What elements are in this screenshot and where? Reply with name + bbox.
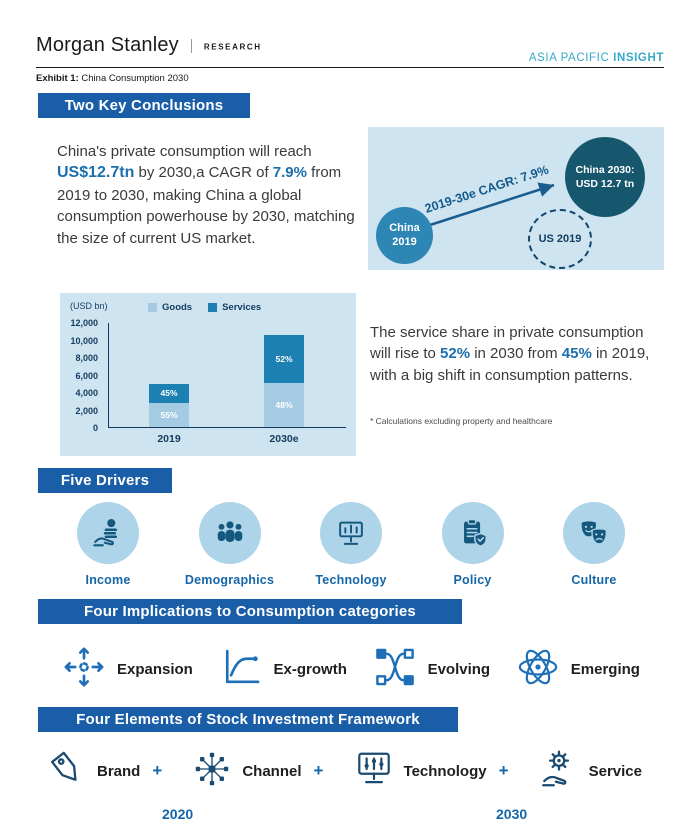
income-icon bbox=[77, 502, 139, 564]
x-tick-2030e: 2030e bbox=[269, 433, 299, 445]
framework-channel bbox=[191, 748, 323, 795]
china-2019-circle bbox=[376, 207, 433, 264]
exhibit-title: China Consumption 2030 bbox=[78, 73, 189, 84]
framework-label: Channel bbox=[242, 762, 302, 780]
driver-technology bbox=[301, 502, 401, 587]
header-rule bbox=[36, 67, 664, 68]
framework-service bbox=[538, 748, 654, 795]
consumption-bar-chart bbox=[60, 293, 356, 456]
banner-five-drivers: Five Drivers bbox=[38, 468, 172, 493]
implication-expansion bbox=[62, 645, 193, 694]
bar-segment-services bbox=[149, 384, 189, 404]
header bbox=[36, 34, 262, 57]
y-tick-label: 12,000 bbox=[70, 318, 98, 328]
driver-demographics bbox=[180, 502, 280, 587]
text: The service share in private consumption will rise to bbox=[370, 324, 644, 363]
legend-services-label: Services bbox=[222, 302, 262, 313]
legend-goods-label: Goods bbox=[162, 302, 193, 313]
implication-label: Ex-growth bbox=[273, 660, 347, 678]
text: USD 12.7 tn bbox=[575, 178, 635, 190]
devices-panel-icon bbox=[353, 748, 395, 795]
evolving-shuffle-icon bbox=[373, 645, 417, 694]
segment-pct-label: 45% bbox=[160, 388, 178, 399]
culture-icon bbox=[563, 502, 625, 564]
framework-label: Service bbox=[588, 762, 642, 780]
channel-network-icon bbox=[191, 748, 233, 795]
implication-emerging bbox=[516, 645, 640, 694]
plot-area bbox=[108, 323, 346, 445]
plus-sign: + bbox=[152, 761, 163, 780]
banner-four-elements: Four Elements of Stock Investment Framework bbox=[38, 707, 458, 732]
y-tick-label: 2,000 bbox=[75, 405, 98, 416]
implication-label: Emerging bbox=[570, 660, 640, 678]
bar-segment-goods bbox=[149, 403, 189, 427]
driver-label: Technology bbox=[315, 573, 387, 587]
expansion-arrows-icon bbox=[62, 645, 106, 694]
text: China bbox=[389, 221, 420, 234]
implications-row bbox=[62, 641, 640, 697]
drivers-row bbox=[58, 502, 644, 587]
segment-pct-label: 48% bbox=[275, 399, 293, 410]
bar-2019 bbox=[149, 323, 189, 427]
framework-technology bbox=[353, 748, 509, 795]
implication-evolving bbox=[373, 645, 491, 694]
atom-icon bbox=[516, 645, 560, 694]
legend-services-swatch bbox=[208, 303, 217, 312]
driver-culture bbox=[544, 502, 644, 587]
driver-policy bbox=[423, 502, 523, 587]
region-tag bbox=[529, 52, 664, 64]
implication-label: Evolving bbox=[427, 660, 491, 678]
text: from 2019 to 2030, making China a global consumption powerhouse by 2030, matching the size of current US market. bbox=[57, 164, 355, 247]
text: 2019 bbox=[392, 235, 417, 248]
divider bbox=[191, 39, 192, 53]
plus-sign: + bbox=[313, 761, 324, 780]
exhibit-caption bbox=[36, 73, 189, 84]
brand-logo: Morgan Stanley bbox=[36, 34, 179, 56]
driver-label: Culture bbox=[571, 573, 617, 587]
text: US 2019 bbox=[538, 233, 582, 245]
growth-diagram-panel bbox=[368, 127, 664, 270]
segment-pct-label: 52% bbox=[275, 354, 293, 365]
highlight-cagr: 7.9% bbox=[272, 164, 307, 182]
technology-icon bbox=[320, 502, 382, 564]
chart-unit-label: (USD bn) bbox=[70, 301, 108, 311]
exhibit-label: Exhibit 1: bbox=[36, 73, 79, 84]
timeline-start-year: 2020 bbox=[162, 806, 194, 822]
driver-label: Demographics bbox=[184, 573, 275, 587]
framework-label: Technology bbox=[403, 762, 487, 780]
highlight-value: US$12.7tn bbox=[57, 164, 135, 182]
legend-goods-swatch bbox=[148, 303, 157, 312]
bar-segment-goods bbox=[264, 383, 304, 427]
bar-2030e bbox=[264, 323, 304, 427]
y-tick-label: 4,000 bbox=[75, 388, 98, 399]
framework-label: Brand bbox=[97, 762, 141, 780]
text: China's private consumption will reach bbox=[57, 143, 312, 160]
banner-two-key-conclusions: Two Key Conclusions bbox=[38, 93, 250, 118]
timeline-end-year: 2030 bbox=[496, 806, 528, 822]
region-highlight: INSIGHT bbox=[613, 52, 664, 64]
text: in 2019, with a big shift in consumption patterns. bbox=[370, 345, 650, 384]
service-share-paragraph bbox=[370, 322, 662, 386]
legend-item-goods bbox=[148, 302, 192, 313]
china-2030-circle bbox=[565, 137, 645, 217]
text: by 2030,a CAGR of bbox=[134, 164, 273, 182]
text: in 2030 from bbox=[470, 345, 562, 363]
framework-brand bbox=[46, 748, 162, 795]
calculation-footnote: * Calculations excluding property and healthcare bbox=[370, 416, 553, 426]
plus-sign: + bbox=[498, 761, 509, 780]
framework-row bbox=[46, 745, 654, 797]
region-label: ASIA PACIFIC bbox=[528, 52, 614, 64]
banner-four-implications: Four Implications to Consumption categories bbox=[38, 599, 462, 624]
highlight-2030-share: 52% bbox=[440, 345, 471, 363]
highlight-2019-share: 45% bbox=[561, 345, 592, 363]
division-label: RESEARCH bbox=[203, 42, 262, 52]
y-tick-label: 10,000 bbox=[70, 335, 98, 346]
implication-label: Expansion bbox=[117, 660, 193, 678]
driver-income bbox=[58, 502, 158, 587]
driver-label: Policy bbox=[453, 573, 492, 587]
demographics-icon bbox=[199, 502, 261, 564]
y-tick-label: 8,000 bbox=[75, 353, 98, 364]
y-axis-labels bbox=[60, 318, 104, 433]
y-tick-label: 6,000 bbox=[75, 370, 98, 381]
text: China 2030: bbox=[575, 163, 635, 176]
segment-pct-label: 55% bbox=[160, 410, 178, 421]
us-2019-circle bbox=[528, 209, 592, 269]
x-tick-2019: 2019 bbox=[157, 433, 181, 445]
legend-item-services bbox=[208, 302, 261, 313]
bar-segment-services bbox=[264, 335, 304, 383]
conclusion-paragraph bbox=[57, 141, 365, 249]
policy-icon bbox=[442, 502, 504, 564]
y-tick-label: 0 bbox=[92, 423, 98, 433]
brand-tag-icon bbox=[46, 748, 88, 795]
service-hand-gear-icon bbox=[538, 748, 580, 795]
ex-growth-chart-icon bbox=[219, 645, 263, 694]
implication-ex-growth bbox=[219, 645, 347, 694]
driver-label: Income bbox=[85, 573, 131, 587]
cagr-arrow-label: 2019-30e CAGR: 7.9% bbox=[423, 162, 551, 216]
chart-legend bbox=[148, 302, 261, 313]
